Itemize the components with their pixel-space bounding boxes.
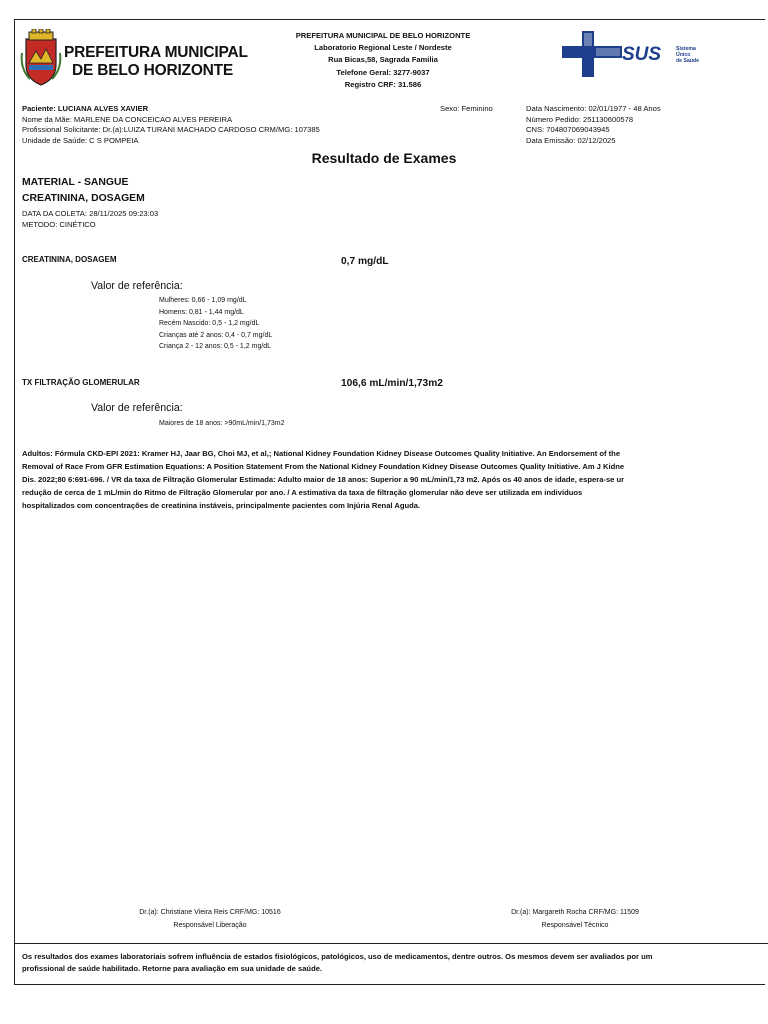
reference-item: Mulheres: 0,66 - 1,09 mg/dL [159,297,247,304]
reference-item: Maiores de 18 anos: >90mL/min/1,73m2 [159,420,285,427]
lab-info-line: Laboratorio Regional Leste / Nordeste [314,43,452,53]
city-seal-logo [20,29,62,87]
note-line: Removal of Race From GFR Estimation Equations: A Position Statement From the National Kidney Foundation Kidney Disease Outcomes Quality Initiative. Am J Kidne [22,462,625,471]
reference-item: Crianças até 2 anos: 0,4 - 0,7 mg/dL [159,331,273,339]
footer-line: Os resultados dos exames laboratoriais sofrem influência de estados fisiológicos, patológicos, uso de medicamentos, dentre outros. Os mesmos devem ser avaliados por um [22,952,653,961]
signature-role: Responsável Liberação [173,921,247,929]
reference-item: Criança 2 - 12 anos: 0,5 - 1,2 mg/dL [159,343,272,351]
org-logo-line-1: PREFEITURA MUNICIPAL [64,44,248,61]
org-logo-text [64,44,248,80]
result-name-gfr: TX FILTRAÇÃO GLOMERULAR [22,378,140,387]
page-title: Resultado de Exames [311,150,457,166]
exam-group-heading: CREATININA, DOSAGEM [22,193,145,204]
sus-tagline-3: de Saúde [676,58,700,64]
sus-logo [562,29,712,79]
lab-info-line: Telefone Geral: 3277-9037 [336,67,430,77]
sus-tagline [676,46,699,64]
sus-tagline-2: Único [676,52,691,58]
footer-disclaimer [22,951,742,975]
patient-name: Paciente: LUCIANA ALVES XAVIER [22,104,149,113]
method-notes [22,447,766,512]
cns-number: CNS: 704807069043945 [526,125,610,135]
org-logo-line-2: DE BELO HORIZONTE [72,62,234,79]
issue-date: Data Emissão: 02/12/2025 [526,135,616,145]
collection-date: DATA DA COLETA: 28/11/2025 09:23:03 [22,209,159,218]
note-line: hospitalizados com concentrações de creatinina instáveis, principalmente pacientes com Injúria Renal Aguda. [22,501,421,510]
reference-list-creatinine [159,295,272,353]
order-number: Número Pedido: 251130600578 [526,114,634,124]
reference-item: Homens: 0,81 - 1,44 mg/dL [159,308,244,316]
patient-sex: Sexo: Feminino [440,104,493,113]
requesting-doctor: Profissional Solicitante: Dr.(a):LUIZA TURANI MACHADO CARDOSO CRM/MG: 107385 [22,125,320,135]
signature-name: Dr.(a): Margareth Rocha CRF/MG: 11509 [511,909,639,916]
mother-name: Nome da Mãe: MARLENE DA CONCEICAO ALVES PEREIRA [22,114,233,124]
signature-role: Responsável Técnico [541,921,609,929]
signature-release [100,907,320,932]
patient-info-right [526,104,661,146]
signature-technical [470,907,680,932]
reference-label: Valor de referência: [91,402,183,414]
result-value-gfr: 106,6 mL/min/1,73m2 [341,378,443,389]
health-unit: Unidade de Saúde: C S POMPEIA [22,135,139,145]
reference-label: Valor de referência: [91,280,183,292]
reference-list-gfr [159,418,285,430]
method: METODO: CINÉTICO [22,220,96,229]
result-name-creatinine: CREATININA, DOSAGEM [22,255,117,264]
lab-info-line: PREFEITURA MUNICIPAL DE BELO HORIZONTE [295,31,471,40]
note-line: Adultos: Fórmula CKD-EPI 2021: Kramer HJ, Jaar BG, Choi MJ, et al,; National Kidney Foundation Kidney Disease Outcomes Quality Initiative. An Endorsement of the [22,449,621,458]
signature-name: Dr.(a): Christiane Vieira Reis CRF/MG: 10516 [139,909,281,916]
note-line: Dis. 2022;80 6:691-696. / VR da taxa de Filtração Glomerular Estimada: Adulto maior de 18 anos: Superior a 90 mL/min/1,73 m2. Após os 40 anos de idade, espera-se ur [22,475,625,484]
lab-info [250,30,516,91]
sus-tagline-1: Sistema [676,46,696,52]
result-value-creatinine: 0,7 mg/dL [341,256,389,267]
note-line: redução de cerca de 1 mL/min do Ritmo de Filtração Glomerular por ano. / A estimativa da taxa de filtração glomerular não deve ser utilizada em indivíduos [22,488,583,497]
material-heading: MATERIAL - SANGUE [22,177,129,188]
lab-info-line: Registro CRF: 31.586 [344,79,422,89]
birth-date: Data Nascimento: 02/01/1977 - 48 Anos [526,104,661,113]
footer-line: profissional de saúde habilitado. Retorne para avaliação em sua unidade de saúde. [22,964,323,973]
sus-logo-text: SUS [622,44,662,65]
footer-divider [14,943,768,944]
lab-info-line: Rua Bicas,58, Sagrada Familia [328,55,438,65]
patient-info-left [22,104,320,146]
reference-item: Recém Nascido: 0,5 - 1,2 mg/dL [159,320,260,328]
